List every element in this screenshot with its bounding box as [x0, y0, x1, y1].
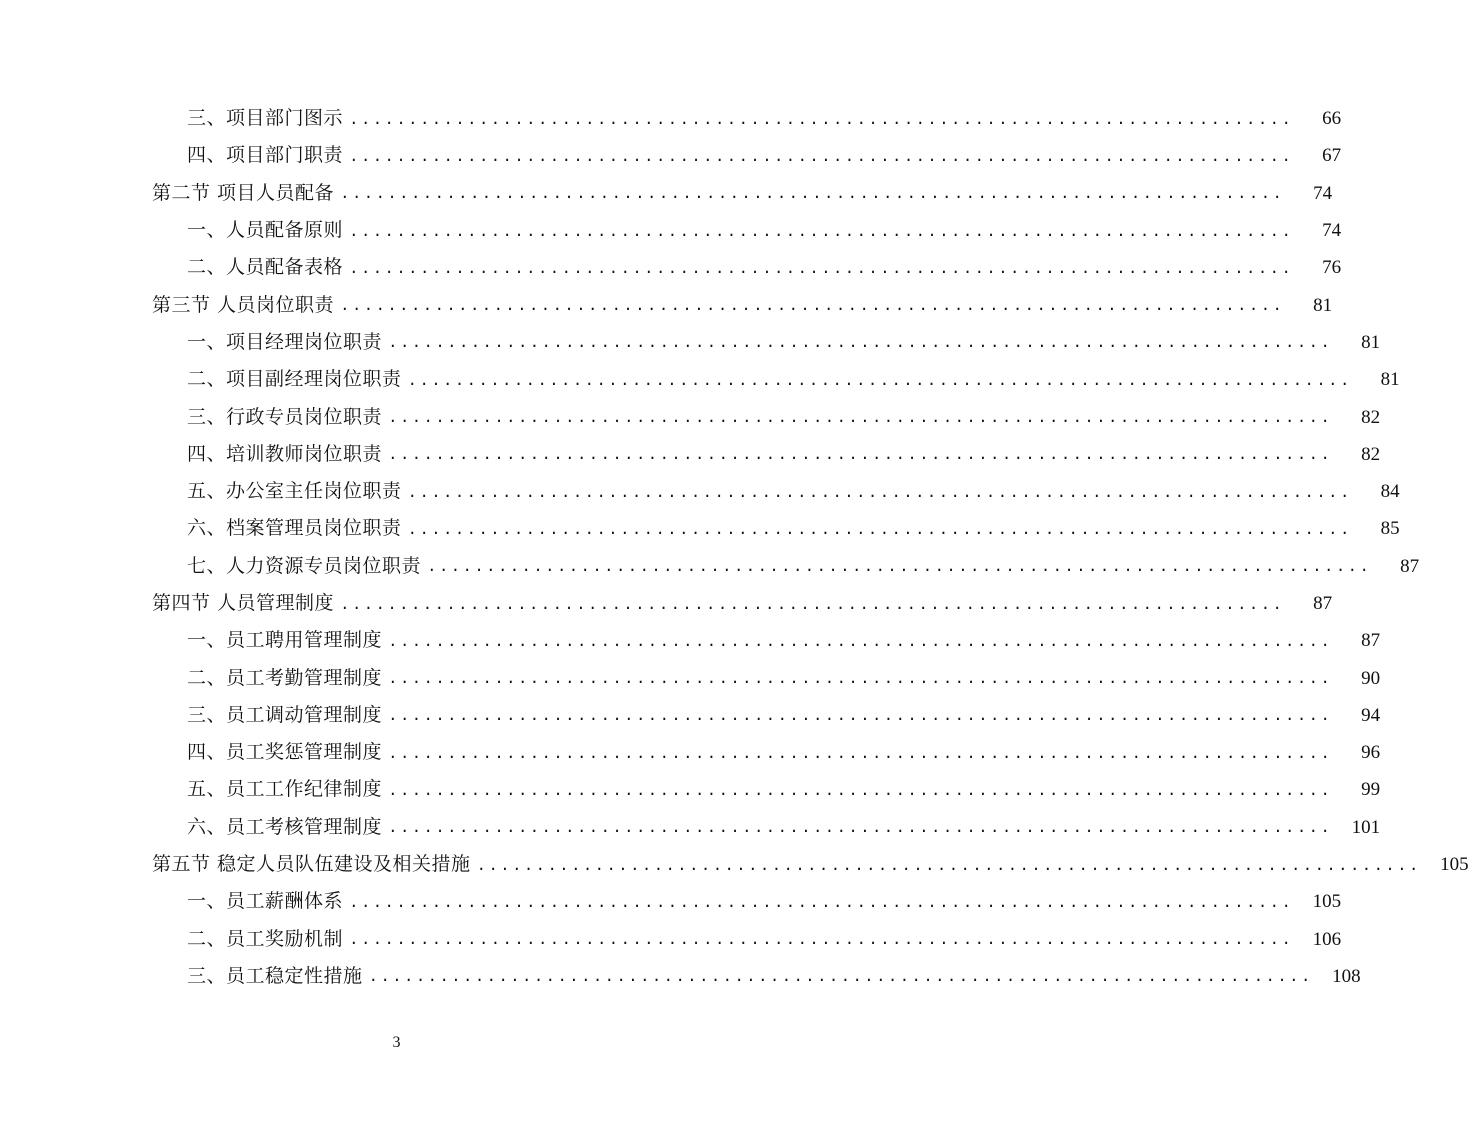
dot-leader: ................................................................................: [349, 893, 1294, 912]
toc-entry-page: 74: [1322, 220, 1342, 242]
toc-entry-title: 一、人员配备原则: [187, 219, 344, 242]
dot-leader: ................................................................................: [388, 334, 1333, 353]
toc-entry-page: 106: [1312, 928, 1342, 950]
toc-entry-page: 81: [1313, 294, 1333, 316]
toc-subsection-entry[interactable]: [0, 324, 1381, 361]
dot-leader: ................................................................................: [349, 222, 1294, 241]
dot-leader: ................................................................................: [476, 856, 1421, 875]
toc-entry-page: 74: [1313, 182, 1333, 204]
toc-subsection-entry[interactable]: [0, 771, 1381, 808]
toc-entry-title: 三、行政专员岗位职责: [187, 405, 383, 428]
toc-entry-page: 87: [1400, 555, 1420, 577]
dot-leader: ................................................................................: [407, 483, 1352, 502]
toc-entry-page: 84: [1380, 481, 1400, 503]
toc-entry-title: 二、员工奖励机制: [187, 927, 344, 950]
toc-entry-page: 81: [1361, 331, 1381, 353]
dot-leader: ................................................................................: [407, 371, 1352, 390]
dot-leader: ................................................................................: [349, 110, 1294, 129]
table-of-contents: [0, 100, 1469, 995]
toc-entry-title: 七、人力资源专员岗位职责: [187, 554, 422, 577]
toc-section-entry[interactable]: [0, 286, 1333, 323]
toc-entry-page: 108: [1332, 965, 1361, 987]
toc-entry-page: 85: [1380, 518, 1400, 540]
toc-subsection-entry[interactable]: [0, 249, 1342, 286]
toc-entry-page: 82: [1361, 406, 1381, 428]
dot-leader: ................................................................................: [340, 595, 1285, 614]
dot-leader: ................................................................................: [427, 558, 1372, 577]
dot-leader: ................................................................................: [388, 409, 1333, 428]
toc-entry-page: 94: [1361, 704, 1381, 726]
toc-entry-title: 四、项目部门职责: [187, 144, 344, 167]
toc-entry-title: 六、员工考核管理制度: [187, 815, 383, 838]
dot-leader: ................................................................................: [368, 968, 1313, 987]
toc-subsection-entry[interactable]: [0, 212, 1342, 249]
toc-subsection-entry[interactable]: [0, 510, 1400, 547]
toc-entry-page: 96: [1361, 742, 1381, 764]
toc-subsection-entry[interactable]: [0, 137, 1342, 174]
toc-entry-title: 三、员工稳定性措施: [187, 964, 363, 987]
toc-entry-title: 六、档案管理员岗位职责: [187, 517, 402, 540]
dot-leader: ................................................................................: [388, 670, 1333, 689]
toc-entry-page: 105: [1440, 854, 1469, 876]
dot-leader: ................................................................................: [388, 819, 1333, 838]
dot-leader: ................................................................................: [349, 147, 1294, 166]
toc-entry-page: 76: [1322, 257, 1342, 279]
toc-subsection-entry[interactable]: [0, 622, 1381, 659]
toc-subsection-entry[interactable]: [0, 809, 1381, 846]
toc-section-entry[interactable]: [0, 175, 1333, 212]
toc-entry-title: 五、办公室主任岗位职责: [187, 480, 402, 503]
page-number: 3: [392, 1034, 401, 1051]
toc-entry-title: 五、员工工作纪律制度: [187, 778, 383, 801]
dot-leader: ................................................................................: [388, 632, 1333, 651]
toc-entry-title: 四、员工奖惩管理制度: [187, 741, 383, 764]
toc-entry-page: 81: [1380, 369, 1400, 391]
toc-entry-title: 三、员工调动管理制度: [187, 703, 383, 726]
dot-leader: ................................................................................: [388, 446, 1333, 465]
toc-entry-page: 66: [1322, 108, 1342, 130]
toc-subsection-entry[interactable]: [0, 734, 1381, 771]
toc-entry-title: 第二节 项目人员配备: [152, 181, 335, 204]
toc-entry-title: 二、人员配备表格: [187, 256, 344, 279]
dot-leader: ................................................................................: [349, 931, 1294, 950]
toc-entry-page: 67: [1322, 145, 1342, 167]
dot-leader: ................................................................................: [349, 259, 1294, 278]
toc-section-entry[interactable]: [0, 585, 1333, 622]
toc-section-entry[interactable]: [0, 846, 1469, 883]
toc-entry-title: 第四节 人员管理制度: [152, 592, 335, 614]
toc-subsection-entry[interactable]: [0, 883, 1342, 920]
dot-leader: ................................................................................: [388, 744, 1333, 763]
toc-entry-page: 90: [1361, 667, 1381, 689]
toc-entry-title: 三、项目部门图示: [187, 107, 344, 130]
toc-subsection-entry[interactable]: [0, 398, 1381, 435]
toc-entry-page: 101: [1351, 816, 1381, 838]
toc-subsection-entry[interactable]: [0, 697, 1381, 734]
toc-entry-title: 二、员工考勤管理制度: [187, 666, 383, 689]
dot-leader: ................................................................................: [388, 707, 1333, 726]
toc-entry-title: 一、员工薪酬体系: [187, 890, 344, 913]
dot-leader: ................................................................................: [340, 185, 1285, 204]
toc-entry-page: 87: [1313, 593, 1333, 614]
toc-entry-title: 四、培训教师岗位职责: [187, 442, 383, 465]
dot-leader: ................................................................................: [388, 781, 1333, 800]
toc-subsection-entry[interactable]: [0, 436, 1381, 473]
toc-entry-title: 一、员工聘用管理制度: [187, 629, 383, 652]
toc-entry-title: 一、项目经理岗位职责: [187, 330, 383, 353]
toc-subsection-entry[interactable]: [0, 473, 1400, 510]
dot-leader: ................................................................................: [407, 520, 1352, 539]
toc-entry-page: 82: [1361, 443, 1381, 465]
toc-subsection-entry[interactable]: [0, 921, 1342, 958]
toc-entry-page: 105: [1312, 891, 1342, 913]
toc-entry-title: 第五节 稳定人员队伍建设及相关措施: [152, 853, 471, 876]
toc-entry-title: 二、项目副经理岗位职责: [187, 368, 402, 391]
toc-subsection-entry[interactable]: [0, 548, 1420, 585]
toc-subsection-entry[interactable]: [0, 958, 1361, 995]
toc-subsection-entry[interactable]: [0, 100, 1342, 137]
toc-entry-page: 87: [1361, 630, 1381, 652]
toc-entry-title: 第三节 人员岗位职责: [152, 293, 335, 316]
dot-leader: ................................................................................: [340, 297, 1285, 316]
toc-subsection-entry[interactable]: [0, 361, 1400, 398]
toc-subsection-entry[interactable]: [0, 659, 1381, 696]
toc-entry-page: 99: [1361, 779, 1381, 801]
